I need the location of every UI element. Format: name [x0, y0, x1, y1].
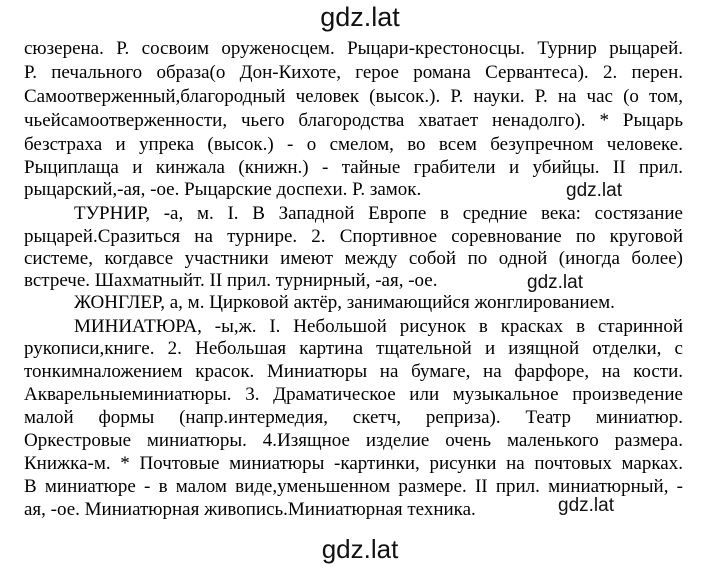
text-line-17: малой формы (напр.интермедия, скетч, реприза). Театр миниатюр. [24, 407, 683, 428]
text-line-15: тонкимналожением красок. Миниатюры на бумаге, на фарфоре, на кости. [24, 361, 683, 382]
text-line-2: Р. печального образа(о Дон-Кихоте, герое романа Сервантеса). 2. перен. [24, 62, 683, 83]
text-line-5: безстраха и упрека (высок.) - о смелом, во всем безупречном человеке. [24, 134, 683, 155]
text-line-20: В миниатюре - в малом виде,уменьшенном размере. II прил. миниатюрный, - [24, 476, 683, 497]
entry-turnir: ТУРНИР, -а, м. I. В Западной Европе в средние века: состязание [74, 203, 683, 224]
text-line-14: рукописи,книге. 2. Небольшая картина тщательной и изящной отделки, с [24, 338, 683, 359]
watermark-top: gdz.lat [320, 2, 400, 32]
text-line-3: Самоотверженный,благородный человек (высок.). Р. науки. Р. на час (о том, [24, 86, 683, 107]
text-line-21: ая, -ое. Миниатюрная живопись.Миниатюрная техника. [24, 499, 476, 520]
text-line-9: рыцарей.Сразиться на турнире. 2. Спортивное соревнование по круговой [24, 226, 683, 247]
text-line-10: системе, когдавсе участники имеют между собой по одной (иногда более) [24, 248, 683, 269]
text-line-4: чьейсамоотверженности, чьего благородства хватает ненадолго). * Рыцарь [24, 110, 683, 131]
watermark-side-2: gdz.lat [527, 272, 583, 293]
watermark-side-1: gdz.lat [566, 180, 622, 201]
text-line-7: рыцарский,-ая, -ое. Рыцарские доспехи. Р. замок. [24, 179, 422, 200]
entry-zhongler: ЖОНГЛЕР, а, м. Цирковой актёр, занимающийся жонглированием. [74, 292, 615, 313]
watermark-side-3: gdz.lat [558, 495, 614, 516]
text-line-18: Оркестровые миниатюры. 4.Изящное изделие очень маленького размера. [24, 430, 683, 451]
text-line-6: Рыциплаща и кинжала (книжн.) - тайные грабители и убийцы. II прил. [24, 157, 683, 178]
text-line-16: Акварельныеминиатюры. 3. Драматическое или музыкальное произведение [24, 384, 683, 405]
text-line-1: сюзерена. Р. сосвоим оруженосцем. Рыцари-крестоносцы. Турнир рыцарей. [24, 38, 683, 59]
entry-miniatyura: МИНИАТЮРА, -ы,ж. I. Небольшой рисунок в красках в старинной [74, 316, 683, 337]
text-line-19: Книжка-м. * Почтовые миниатюры -картинки, рисунки на почтовых марках. [24, 453, 683, 474]
text-line-11: встрече. Шахматныйт. II прил. турнирный, -ая, -ое. [24, 270, 438, 291]
watermark-bottom: gdz.lat [321, 534, 399, 564]
